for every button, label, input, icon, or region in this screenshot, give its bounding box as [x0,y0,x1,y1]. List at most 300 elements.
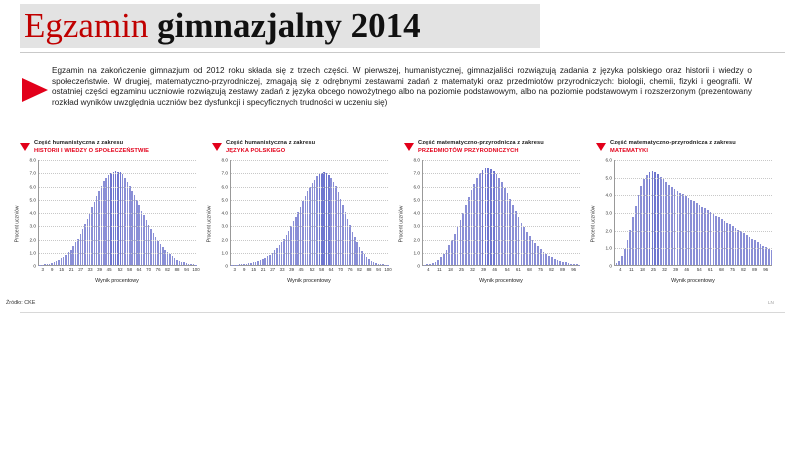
x-tick-label: 68 [526,267,532,272]
x-tick-label: 76 [155,267,161,272]
bar [768,249,770,265]
x-tick-label: 82 [165,267,170,272]
chart-title-main: Część humanistyczna z zakresu [34,140,124,146]
y-tick-label: 2.0 [605,228,612,234]
bar [663,179,665,265]
gridline [39,253,196,254]
x-axis-label: Wynik procentowy [479,278,523,284]
x-tick-label: 3 [233,267,236,272]
chart-panel-polish [204,140,396,310]
y-tick-label: 3.0 [605,210,612,216]
bar [757,242,759,265]
header [0,0,805,52]
bar [153,233,154,265]
y-tick-label: 7.0 [221,170,228,176]
y-tick-label: 3.0 [413,223,420,229]
bar [108,175,109,265]
gridline [423,160,580,161]
bar [169,254,170,265]
gridline [615,178,772,179]
bar [565,262,567,265]
bar [42,265,43,266]
bar [715,216,717,265]
x-tick-label: 32 [470,267,475,272]
plot-canvas [614,160,772,266]
bar [61,258,62,265]
bar [559,261,561,265]
gridline [39,200,196,201]
bar [429,264,431,265]
bar [345,212,346,265]
gridline [231,187,388,188]
chart-subtitle: MATEMATYKI [610,147,649,154]
bar [155,237,156,265]
chart-title [418,140,586,155]
x-tick-label: 4 [619,267,622,272]
bar [385,265,386,266]
x-tick-label: 58 [319,267,325,272]
gridline [39,187,196,188]
bar [195,265,196,266]
bar [679,193,681,265]
y-tick-label: 5.0 [221,197,228,203]
bar [657,174,659,265]
x-tick-label: 18 [447,267,453,272]
bar [373,262,374,265]
bar [568,263,570,265]
bar [115,171,116,265]
bar [96,196,97,265]
intro-block [22,66,762,130]
x-tick-label: 25 [459,267,464,272]
y-axis-ticks [597,157,613,269]
bar [293,221,294,265]
x-tick-label: 54 [696,267,702,272]
x-tick-label: 21 [68,267,74,272]
bar [551,257,553,265]
chart-title-main: Część matematyczno-przyrodnicza z zakresu [418,140,544,146]
bar [724,221,726,265]
x-tick-label: 75 [538,267,543,272]
arrow-down-icon [212,143,222,151]
bar [690,200,692,265]
x-tick-label: 27 [270,267,276,272]
x-tick-label: 70 [146,267,152,272]
y-tick-label: 8.0 [413,157,420,163]
gridline [39,160,196,161]
y-tick-label: 6.0 [413,184,420,189]
bar [172,256,173,265]
bar [627,240,629,265]
y-tick-label: 0 [33,263,36,269]
bar [141,211,142,265]
bar [231,265,232,266]
bar [437,260,439,265]
x-tick-label: 76 [347,267,353,272]
chart-title [34,140,202,155]
bar [368,259,369,265]
gridline [615,213,772,214]
bar [640,186,642,265]
bar [448,245,450,265]
plot-canvas [422,160,580,266]
page-title [24,4,624,48]
plot-area [204,157,396,288]
y-axis-ticks [405,157,421,269]
x-tick-label: 45 [298,267,304,272]
y-tick-label: 4.0 [221,210,228,216]
bar [150,229,151,265]
bar [56,261,57,265]
bar [39,265,40,266]
x-tick-label: 39 [481,267,487,272]
bar [181,262,182,265]
bar [485,168,487,265]
bar [72,246,73,265]
x-tick-label: 45 [106,267,112,272]
bar [352,232,353,265]
x-tick-label: 96 [571,267,577,272]
bar [288,231,289,265]
bar [179,261,180,265]
bar [260,260,261,265]
bar [726,223,728,265]
bar [167,252,168,265]
gridline [231,173,388,174]
bar [751,239,753,266]
bar [382,264,383,265]
y-tick-label: 8.0 [29,157,36,163]
arrow-down-icon [20,143,30,151]
x-tick-label: 39 [289,267,295,272]
plot-canvas [230,160,388,266]
bar [380,264,381,265]
bar [134,195,135,265]
page-title-part1: Egzamin [24,6,149,45]
bar [272,253,273,265]
y-axis-label: Procent uczniów [206,205,213,243]
y-tick-label: 5.0 [29,197,36,203]
x-tick-label: 100 [384,267,392,272]
bar [570,264,572,265]
bar [754,240,756,265]
x-tick-label: 58 [127,267,133,272]
plot-area [12,157,204,288]
bar [632,217,634,265]
bar [426,264,428,265]
x-tick-label: 33 [87,267,93,272]
gridline [231,160,388,161]
bar [573,264,575,265]
gridline [423,200,580,201]
bar [765,247,767,265]
x-tick-label: 4 [427,267,430,272]
y-tick-label: 7.0 [29,170,36,176]
bar [300,207,301,265]
bar [359,247,360,265]
y-tick-label: 5.0 [605,175,612,181]
bar [241,264,242,265]
y-tick-label: 3.0 [29,223,36,229]
bar [51,263,52,265]
bar [704,208,706,265]
bar [290,226,291,265]
bar [366,257,367,265]
x-tick-label: 61 [707,267,713,272]
x-tick-label: 100 [192,267,200,272]
plot-area [588,157,780,288]
arrow-right-icon [22,78,48,102]
x-tick-label: 11 [629,267,634,272]
intro-text: Egzamin na zakończenie gimnazjum od 2012 roku składa się z trzech części. W pierwszej, humanistycznej, gimnazjaliści rozwiązują zadania z języka polskiego oraz historii i wiedzy o społeczeństwie. W drugiej, matematyczno-przyrodniczej, zmagają się z odrębnymi zestawami zadań z matematyki oraz przedmiotów przyrodniczych: biologii, chemii, fizyki i geografii. W ostatniej części egzaminu uczniowie rozwiązują zestawy zadań z języka obcego nowożytnego albo na poziomie podstawowym, albo na poziomie podstawowym i rozszerzonym (prezentowany rozkład wyników uwzględnia uczniów bez dysfunkcji i specyficznych trudności w uczeniu się) [52,66,752,107]
bar [91,207,92,265]
footer-divider [20,312,785,313]
gridline [423,213,580,214]
y-axis-label: Procent uczniów [398,205,405,243]
bar [122,174,123,265]
chart-title-main: Część matematyczno-przyrodnicza z zakresu [610,140,736,146]
bar [276,248,277,265]
x-tick-label: 54 [504,267,510,272]
bar [246,264,247,265]
bar [468,197,470,265]
bar [354,237,355,265]
bar [387,265,388,266]
x-tick-label: 39 [673,267,679,272]
bar [534,243,536,265]
gridline [423,187,580,188]
gridline [39,226,196,227]
y-tick-label: 2.0 [221,237,228,242]
bar [515,211,517,265]
bar [162,247,163,265]
bar [340,199,341,265]
bar [375,263,376,265]
y-tick-label: 6.0 [605,157,612,163]
bar [255,262,256,265]
chart-panel-history [12,140,204,310]
chart-title-main: Część humanistyczna z zakresu [226,140,316,146]
bar [305,196,306,265]
x-tick-label: 3 [41,267,44,272]
bar [707,210,709,265]
bar [77,239,78,266]
chart-panel-science [396,140,588,310]
bar [250,263,251,265]
bar [136,200,137,265]
bar [47,264,48,265]
y-tick-label: 5.0 [413,197,420,203]
bar [248,263,249,265]
bar [183,262,184,265]
x-tick-label: 18 [639,267,645,272]
bar [267,256,268,265]
bar [652,171,654,265]
gridline [39,173,196,174]
gridline [615,231,772,232]
bar [618,261,620,265]
bar [82,229,83,265]
bar [257,261,258,265]
bar [629,230,631,265]
x-tick-label: 39 [97,267,103,272]
chart-title [610,140,778,155]
bar [364,254,365,265]
x-tick-label: 96 [763,267,769,272]
bar [253,262,254,265]
x-tick-label: 21 [260,267,266,272]
y-tick-label: 1.0 [605,245,612,251]
bar [65,255,66,265]
bar [264,258,265,265]
bar [521,223,523,265]
y-tick-label: 7.0 [413,170,420,176]
bar [307,191,308,265]
x-tick-label: 88 [366,267,372,272]
bar [616,263,618,265]
bar [668,185,670,265]
source-label: Źródło: CKE [6,300,36,306]
bar [49,264,50,265]
y-tick-label: 1.0 [221,250,228,256]
bar [701,207,703,265]
y-tick-label: 1.0 [413,250,420,256]
gridline [39,240,196,241]
x-tick-label: 32 [662,267,667,272]
bar [193,264,194,265]
x-tick-label: 64 [136,267,142,272]
y-tick-label: 1.0 [29,250,36,256]
bar [279,245,280,265]
x-tick-label: 33 [279,267,285,272]
bar [243,264,244,265]
bar [487,168,489,265]
x-tick-label: 82 [549,267,554,272]
bar [148,225,149,265]
chart-title [226,140,394,155]
bar [432,263,434,265]
x-tick-label: 52 [117,267,123,272]
bar [338,192,339,265]
bar [554,259,556,265]
x-tick-label: 27 [78,267,84,272]
plot-canvas [38,160,196,266]
gridline [231,226,388,227]
gridline [231,200,388,201]
x-tick-label: 68 [718,267,724,272]
bar [557,260,559,265]
bar [646,175,648,265]
bar [732,226,734,265]
x-tick-label: 61 [515,267,521,272]
gridline [423,240,580,241]
page-title-part2: gimnazjalny 2014 [157,6,421,45]
x-tick-label: 70 [338,267,344,272]
bar [735,228,737,265]
bar [424,265,426,266]
bar [443,254,445,265]
x-tick-label: 89 [560,267,566,272]
x-tick-label: 11 [437,267,442,272]
y-axis-ticks [213,157,229,269]
plot-area [396,157,588,288]
chart-subtitle: PRZEDMIOTÓW PRZYRODNICZYCH [418,147,519,154]
y-axis-ticks [21,157,37,269]
bar [269,255,270,265]
bar [660,177,662,265]
gridline [423,253,580,254]
bar [671,187,673,265]
gridline [231,213,388,214]
x-tick-label: 25 [651,267,656,272]
gridline [423,226,580,227]
bar [342,205,343,265]
bar [174,258,175,265]
bar [302,201,303,265]
y-tick-label: 3.0 [221,223,228,229]
bar [435,262,437,265]
x-tick-label: 52 [309,267,315,272]
x-tick-label: 88 [174,267,180,272]
gridline [231,253,388,254]
x-tick-label: 89 [752,267,758,272]
bar [579,265,581,266]
bar [507,193,509,265]
bar [540,249,542,265]
gridline [231,240,388,241]
bar [94,202,95,265]
gridline [615,248,772,249]
bar [760,244,762,265]
x-tick-label: 94 [184,267,189,272]
x-tick-label: 9 [242,267,246,272]
x-tick-label: 46 [684,267,690,272]
bar [545,254,547,265]
arrow-down-icon [404,143,414,151]
bar [440,257,442,265]
gridline [423,173,580,174]
chart-subtitle: HISTORII I WIEDZY O SPOŁECZEŃSTWIE [34,147,150,154]
bar [512,205,514,265]
x-tick-label: 64 [328,267,334,272]
bar [44,264,45,265]
bar [490,169,492,265]
bar [518,217,520,265]
y-tick-label: 6.0 [221,184,228,189]
y-tick-label: 0 [225,263,228,269]
gridline [615,160,772,161]
bar [234,265,235,266]
y-tick-label: 8.0 [221,157,228,163]
bar [635,206,637,265]
bar [328,175,329,265]
bar [58,260,59,265]
y-tick-label: 0 [609,263,612,269]
bar [316,176,317,265]
x-tick-label: 82 [741,267,746,272]
bar [548,256,550,265]
bar [138,205,139,265]
bar [283,239,284,266]
bar [674,189,676,265]
bar [371,261,372,265]
x-tick-label: 82 [357,267,362,272]
y-tick-label: 0 [417,263,420,269]
x-tick-label: 15 [251,267,257,272]
bar [643,179,645,265]
x-tick-label: 46 [492,267,498,272]
bar [537,246,539,265]
